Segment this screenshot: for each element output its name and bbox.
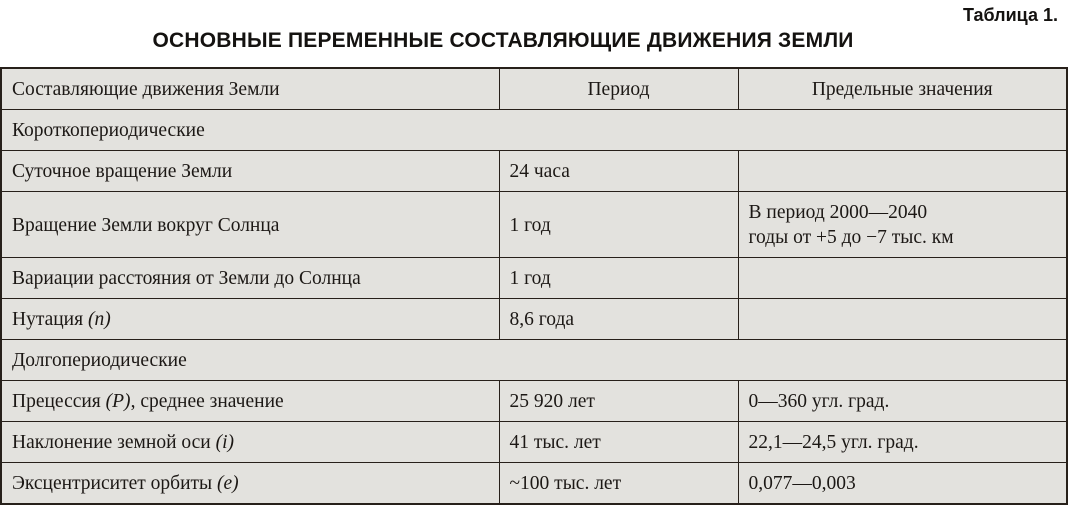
cell-period: 8,6 года — [499, 299, 738, 340]
component-label: Вариации расстояния от Земли до Солнца — [12, 268, 361, 289]
cell-limits: 0—360 угл. град. — [738, 381, 1067, 422]
component-label: Нутация — [12, 309, 88, 330]
page-title: ОСНОВНЫЕ ПЕРЕМЕННЫЕ СОСТАВЛЯЮЩИЕ ДВИЖЕНИЯ ЗЕМЛИ — [152, 29, 854, 52]
cell-limits — [738, 192, 1067, 258]
component-symbol: (i) — [215, 432, 234, 453]
cell-limits: 0,077—0,003 — [738, 463, 1067, 505]
limits-line-1: В период 2000—2040 — [748, 202, 928, 223]
component-symbol: (P) — [105, 391, 131, 412]
component-label: Наклонение земной оси — [12, 432, 216, 453]
cell-period: ~100 тыс. лет — [499, 463, 738, 505]
component-label: Вращение Земли вокруг Солнца — [12, 214, 280, 236]
cell-limits — [738, 299, 1067, 340]
cell-component — [1, 299, 499, 340]
component-symbol: (e) — [217, 473, 239, 494]
cell-component — [1, 151, 499, 192]
section-row-short-period — [1, 110, 1067, 151]
cell-period: 24 часа — [499, 151, 738, 192]
component-label: Эксцентриситет орбиты — [12, 473, 218, 494]
cell-limits: 22,1—24,5 угл. град. — [738, 422, 1067, 463]
earth-motion-table — [0, 67, 1068, 505]
cell-component — [1, 463, 499, 505]
section-title: Долгопериодические — [1, 340, 1067, 381]
section-title: Короткопериодические — [1, 110, 1067, 151]
table-row — [1, 422, 1067, 463]
cell-period: 1 год — [499, 192, 738, 258]
table-row — [1, 258, 1067, 299]
section-row-long-period — [1, 340, 1067, 381]
cell-period: 25 920 лет — [499, 381, 738, 422]
table-row — [1, 151, 1067, 192]
cell-limits — [738, 258, 1067, 299]
cell-component — [1, 381, 499, 422]
cell-period: 41 тыс. лет — [499, 422, 738, 463]
cell-component — [1, 192, 499, 258]
table-row — [1, 299, 1067, 340]
cell-component — [1, 422, 499, 463]
table-caption: Таблица 1. — [962, 5, 1058, 25]
component-label: Прецессия — [12, 391, 106, 412]
cell-limits — [738, 151, 1067, 192]
limits-line-2: годы от +5 до −7 тыс. км — [748, 227, 954, 248]
table-row — [1, 463, 1067, 505]
column-header-limits: Предельные значения — [738, 68, 1067, 110]
cell-component — [1, 258, 499, 299]
component-label: Суточное вращение Земли — [12, 161, 233, 182]
component-label-suffix: , среднее значение — [130, 391, 284, 412]
table-header-row — [1, 68, 1067, 110]
table-row — [1, 192, 1067, 258]
table-row — [1, 381, 1067, 422]
component-symbol: (n) — [87, 309, 111, 330]
column-header-components: Составляющие движения Земли — [1, 68, 499, 110]
cell-period: 1 год — [499, 258, 738, 299]
column-header-period: Период — [499, 68, 738, 110]
